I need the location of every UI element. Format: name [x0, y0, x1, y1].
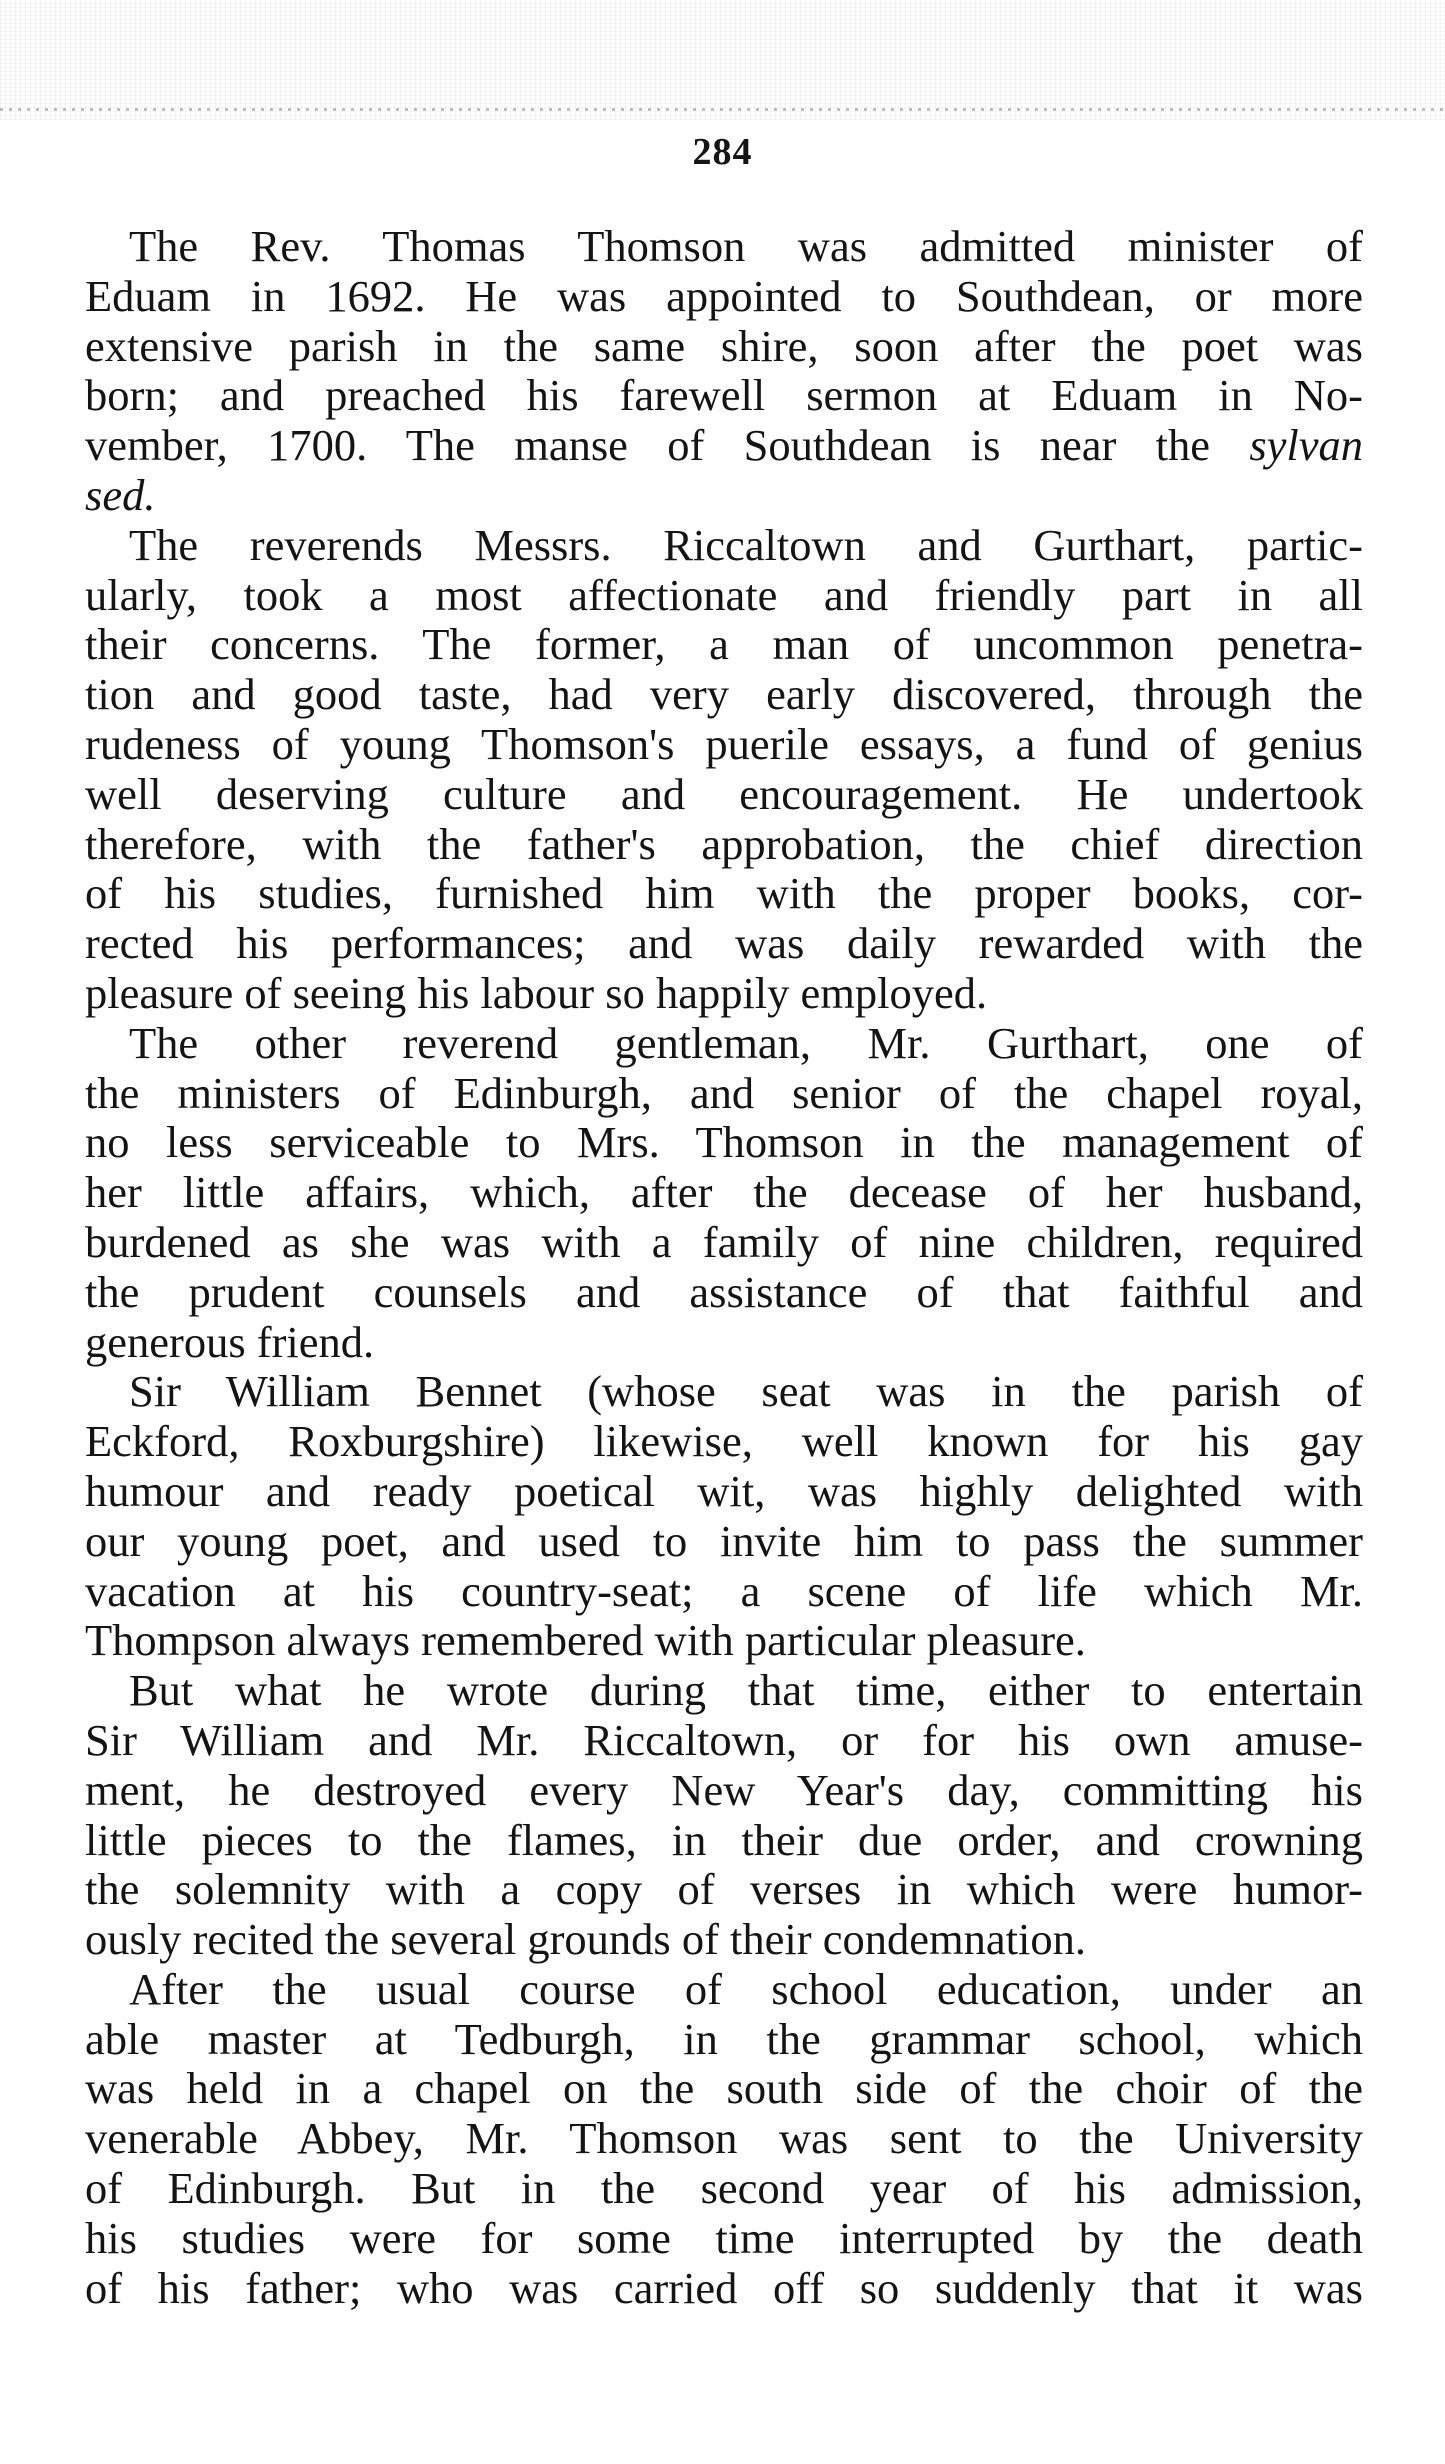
- text-line-content: After the usual course of school education, under an: [129, 1964, 1363, 2014]
- text-line-content: the solemnity with a copy of verses in which were humor-: [85, 1865, 1363, 1915]
- text-line-content: Eckford, Roxburgshire) likewise, well known for his gay: [85, 1417, 1363, 1467]
- text-line-content: But what he wrote during that time, either to entertain: [129, 1666, 1363, 1716]
- text-line-content: well deserving culture and encouragement. He undertook: [85, 769, 1363, 819]
- text-line-content: The other reverend gentleman, Mr. Gurthart, one of: [129, 1018, 1363, 1068]
- text-line: [85, 820, 1363, 870]
- text-line: [85, 1567, 1363, 1617]
- text-line-content: The Rev. Thomas Thomson was admitted minister of: [129, 222, 1363, 271]
- text-line-content: ularly, took a most affectionate and friendly part in all: [85, 570, 1363, 620]
- text-line: [85, 2214, 1363, 2264]
- text-line: [85, 2264, 1363, 2314]
- text-line: [85, 1118, 1363, 1168]
- text-line: [85, 2064, 1363, 2114]
- text-line-content: of his studies, furnished him with the proper books, cor-: [85, 869, 1363, 919]
- text-line-content: burdened as she was with a family of nine children, required: [85, 1217, 1363, 1267]
- text-line-content: generous friend.: [85, 1317, 375, 1367]
- text-line: [85, 1915, 1363, 1965]
- text-line: [85, 969, 1363, 1019]
- text-line-content: her little affairs, which, after the decease of her husband,: [85, 1168, 1363, 1218]
- text-line: [85, 770, 1363, 820]
- scan-speckle-texture: [0, 0, 1445, 120]
- text-line: [85, 272, 1363, 322]
- text-line: [85, 2164, 1363, 2214]
- text-line: [85, 1367, 1363, 1417]
- text-line: [85, 1268, 1363, 1318]
- text-line-content: venerable Abbey, Mr. Thomson was sent to the University: [85, 2114, 1363, 2164]
- text-line-content: little pieces to the flames, in their due order, and crowning: [85, 1815, 1363, 1865]
- scan-dashed-rule: [0, 108, 1445, 111]
- text-line-content: Eduam in 1692. He was appointed to Southdean, or more: [85, 271, 1363, 321]
- text-line-content: his studies were for some time interrupted by the death: [85, 2213, 1363, 2263]
- text-line: [85, 1019, 1363, 1069]
- text-line-content: extensive parish in the same shire, soon after the poet was: [85, 321, 1363, 371]
- text-line: [85, 2114, 1363, 2164]
- text-line-content: vacation at his country-seat; a scene of life which Mr.: [85, 1566, 1363, 1616]
- text-line-content: was held in a chapel on the south side of the choir of the: [85, 2064, 1363, 2114]
- text-line: [85, 371, 1363, 421]
- text-line: [85, 521, 1363, 571]
- text-line-content: rected his performances; and was daily rewarded with the: [85, 919, 1363, 969]
- text-line-content: humour and ready poetical wit, was highly delighted with: [85, 1466, 1363, 1516]
- text-line-content: rudeness of young Thomson's puerile essays, a fund of genius: [85, 719, 1363, 769]
- text-line: [85, 1766, 1363, 1816]
- text-line: [85, 1069, 1363, 1119]
- text-line-content: ment, he destroyed every New Year's day, committing his: [85, 1765, 1363, 1815]
- text-line-content: pleasure of seeing his labour so happily employed.: [85, 968, 988, 1018]
- text-line: [85, 1467, 1363, 1517]
- text-line: [85, 471, 1363, 521]
- text-line: [85, 919, 1363, 969]
- text-line-content: tion and good taste, had very early discovered, through the: [85, 670, 1363, 720]
- text-line-content: of Edinburgh. But in the second year of his admission,: [85, 2164, 1363, 2214]
- text-line: [85, 670, 1363, 720]
- text-line-content: born; and preached his farewell sermon at Eduam in No-: [85, 371, 1363, 421]
- text-line: [85, 1716, 1363, 1766]
- text-line: [85, 571, 1363, 621]
- text-line: [85, 620, 1363, 670]
- text-line-content: Sir William Bennet (whose seat was in the parish of: [129, 1367, 1363, 1417]
- text-line: [85, 869, 1363, 919]
- text-line: [85, 1417, 1363, 1467]
- text-line-content: The reverends Messrs. Riccaltown and Gurthart, partic-: [129, 520, 1363, 570]
- text-line-content: their concerns. The former, a man of uncommon penetra-: [85, 620, 1363, 670]
- italic-word: sylvan: [1249, 421, 1363, 471]
- text-line: [85, 1865, 1363, 1915]
- text-line-content: our young poet, and used to invite him to pass the summer: [85, 1516, 1363, 1566]
- text-line-content: the prudent counsels and assistance of that faithful and: [85, 1267, 1363, 1317]
- text-line: [85, 222, 1363, 272]
- body-text: [85, 222, 1363, 2313]
- text-line: [85, 1517, 1363, 1567]
- text-line: [85, 1816, 1363, 1866]
- text-line: [85, 720, 1363, 770]
- text-line: [85, 1666, 1363, 1716]
- text-line: [85, 1318, 1363, 1368]
- text-line: [85, 421, 1363, 471]
- text-line: [85, 2015, 1363, 2065]
- text-line: [85, 1218, 1363, 1268]
- text-line-content: vember, 1700. The manse of Southdean is near the: [85, 421, 1210, 471]
- text-line: [85, 1616, 1363, 1666]
- text-line-content: therefore, with the father's approbation, the chief direction: [85, 819, 1363, 869]
- text-line-content: Sir William and Mr. Riccaltown, or for his own amuse-: [85, 1715, 1363, 1765]
- text-line-content: the ministers of Edinburgh, and senior of the chapel royal,: [85, 1068, 1363, 1118]
- italic-word: sed.: [85, 470, 156, 520]
- text-line-content: able master at Tedburgh, in the grammar school, which: [85, 2014, 1363, 2064]
- text-line: [85, 322, 1363, 372]
- text-line: [85, 1965, 1363, 2015]
- text-line-content: Thompson always remembered with particular pleasure.: [85, 1616, 1086, 1666]
- text-line-content: no less serviceable to Mrs. Thomson in the management of: [85, 1118, 1363, 1168]
- text-line: [85, 1168, 1363, 1218]
- page-number: 284: [692, 131, 753, 173]
- text-line-content: ously recited the several grounds of their condemnation.: [85, 1915, 1086, 1965]
- text-line-content: of his father; who was carried off so suddenly that it was: [85, 2263, 1363, 2313]
